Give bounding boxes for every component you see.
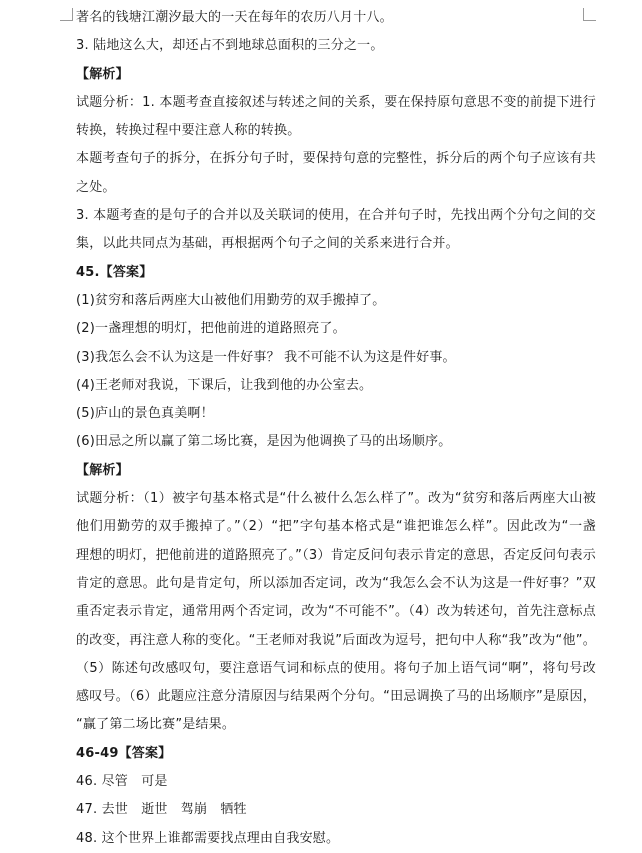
text-line: 本题考查句子的拆分，在拆分句子时，要保持句意的完整性，拆分后的两个句子应该有共 xyxy=(76,151,596,167)
text-line: 之处。 xyxy=(76,179,116,195)
text-line: 他们用勤劳的双手搬掉了。”（2）“把”字句基本格式是“谁把谁怎么样”。因此改为“一盏 xyxy=(76,519,596,535)
text-line: 理想的明灯，把他前进的道路照亮了。”（3）肯定反问句表示肯定的意思，否定反问句表示 xyxy=(76,547,596,563)
answer-line: (1)贫穷和落后两座大山被他们用勤劳的双手搬掉了。 xyxy=(76,292,386,308)
answer-line: 48. 这个世界上谁都需要找点理由自我安慰。 xyxy=(76,830,340,846)
text-line: 3. 陆地这么大，却还占不到地球总面积的三分之一。 xyxy=(76,38,384,54)
section-heading: 46-49【答案】 xyxy=(76,745,172,761)
answer-line: (5)庐山的景色真美啊！ xyxy=(76,406,214,422)
text-line: “赢了第二场比赛”是结果。 xyxy=(76,717,236,733)
section-heading: 【解析】 xyxy=(76,462,129,478)
text-line: 感叹号。（6）此题应注意分清原因与结果两个分句。“田忌调换了马的出场顺序”是原因， xyxy=(76,689,596,705)
text-line: 集，以此共同点为基础，再根据两个句子之间的关系来进行合并。 xyxy=(76,236,459,252)
answer-line: 46. 尽管 可是 xyxy=(76,774,168,790)
answer-line: (2)一盏理想的明灯，把他前进的道路照亮了。 xyxy=(76,321,346,337)
answer-line: 47. 去世 逝世 驾崩 牺牲 xyxy=(76,802,247,818)
text-line: 试题分析：（1）被字句基本格式是“什么被什么怎么样了”。改为“贫穷和落后两座大山被 xyxy=(76,491,596,507)
document-body xyxy=(76,4,596,853)
text-line: 的改变，再注意人称的变化。“王老师对我说”后面改为逗号，把句中人称“我”改为“他”。 xyxy=(76,632,596,648)
page-corner-mark-top-left xyxy=(60,8,73,21)
section-heading: 【解析】 xyxy=(76,66,129,82)
text-line: 转换，转换过程中要注意人称的转换。 xyxy=(76,123,301,139)
text-line: 著名的钱塘江潮汐最大的一天在每年的农历八月十八。 xyxy=(76,10,393,25)
text-line: 肯定的意思。此句是肯定句，所以添加否定词，改为“我怎么会不认为这是一件好事？”双 xyxy=(76,575,596,591)
text-line: （5）陈述句改感叹句，要注意语气词和标点的使用。将句子加上语气词“啊”，将句号改 xyxy=(76,660,596,676)
answer-line: (4)王老师对我说，下课后，让我到他的办公室去。 xyxy=(76,377,373,393)
answer-line: (3)我怎么会不认为这是一件好事？ 我不可能不认为这是件好事。 xyxy=(76,349,456,365)
section-heading: 45.【答案】 xyxy=(76,264,153,280)
text-line: 重否定表示肯定，通常用两个否定词，改为“不可能不”。（4）改为转述句，首先注意标点 xyxy=(76,604,596,620)
answer-line: (6)田忌之所以赢了第二场比赛，是因为他调换了马的出场顺序。 xyxy=(76,434,452,450)
text-line: 3. 本题考查的是句子的合并以及关联词的使用，在合并句子时，先找出两个分句之间的交 xyxy=(76,208,596,224)
text-line: 试题分析：1. 本题考查直接叙述与转述之间的关系，要在保持原句意思不变的前提下进行 xyxy=(76,94,596,110)
